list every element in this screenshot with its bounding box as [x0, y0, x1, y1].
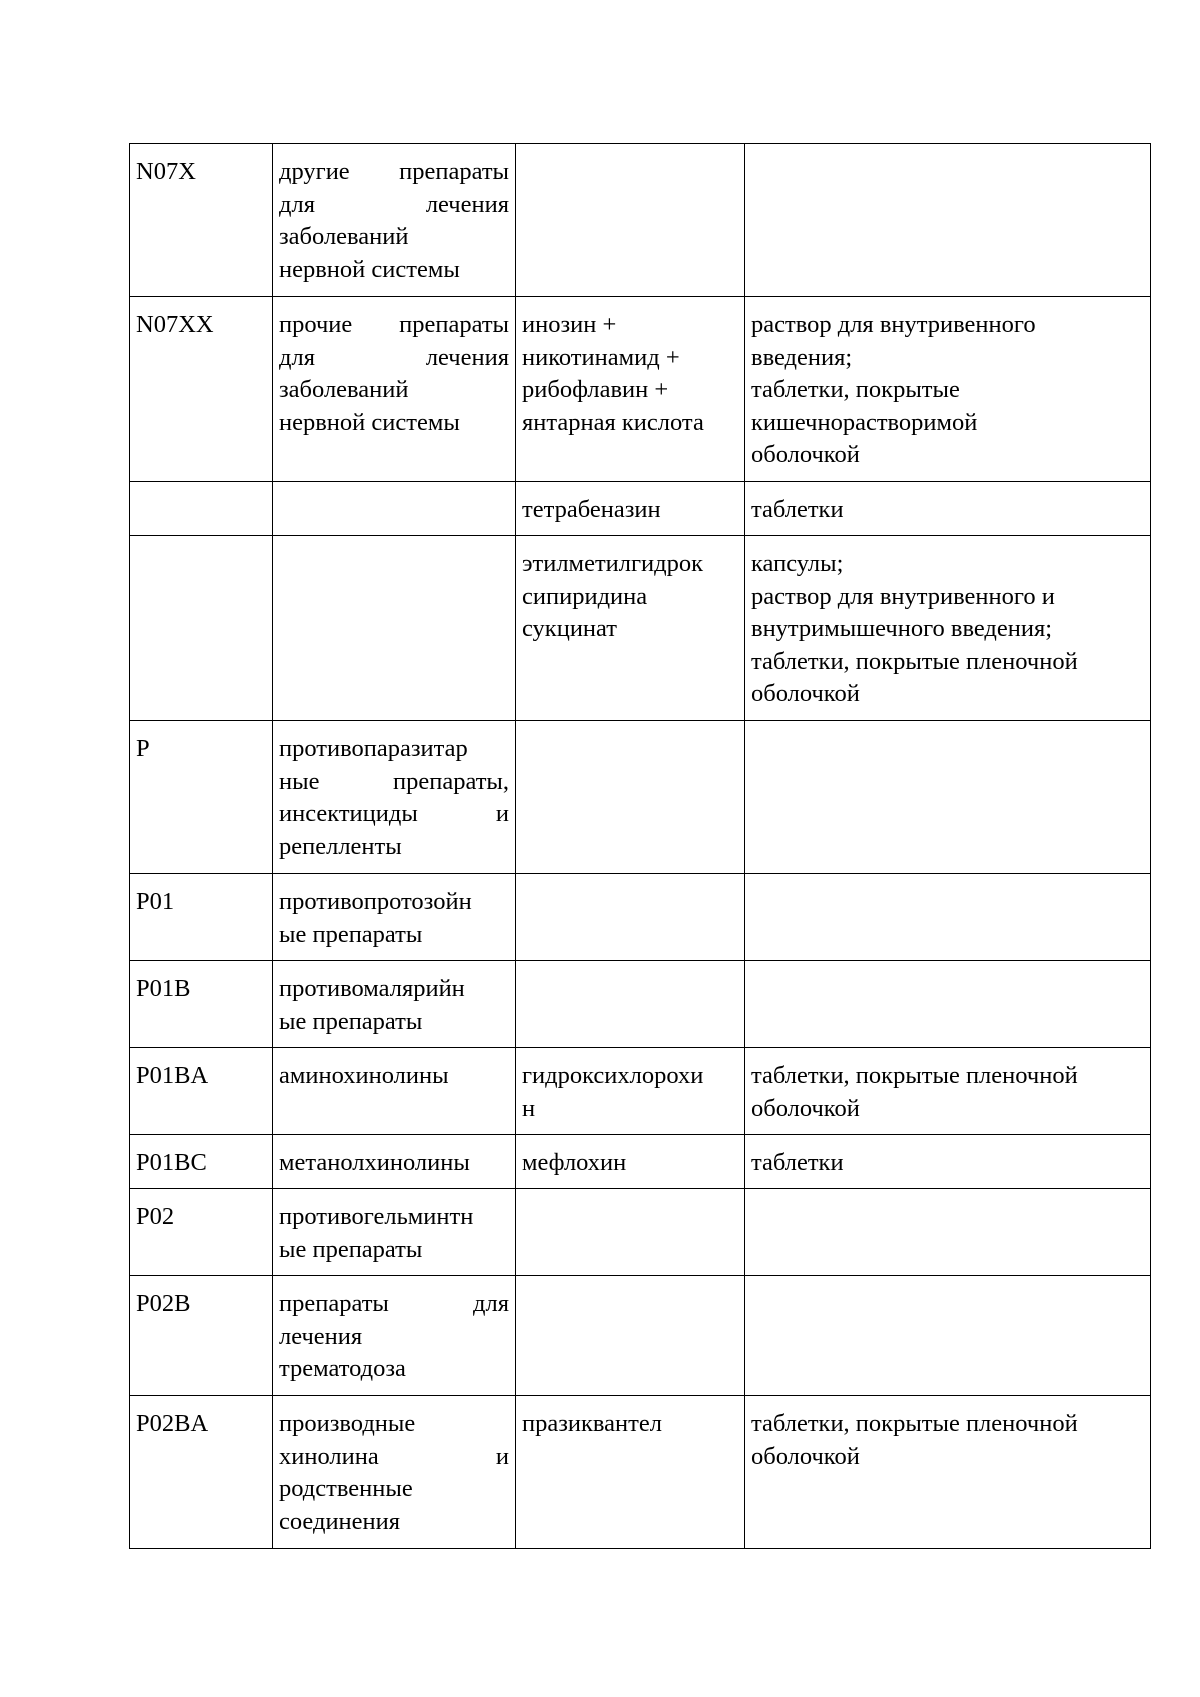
group-name-line: для лечения — [279, 343, 509, 371]
table-row — [130, 721, 1151, 874]
dosage-form-line: кишечнорастворимой — [751, 408, 978, 436]
dosage-form-cell — [745, 874, 1151, 961]
atc-group-cell — [273, 536, 516, 721]
group-name-line: соединения — [279, 1507, 401, 1535]
table-row — [130, 1189, 1151, 1276]
dosage-form-line: раствор для внутривенного и — [751, 582, 1055, 610]
atc-group-cell — [273, 1189, 516, 1276]
atc-code: P02 — [136, 1203, 175, 1230]
drug-name-line: сукцинат — [522, 615, 617, 643]
group-name-line: инсектициды и — [279, 800, 509, 828]
drug-name-cell — [516, 297, 745, 482]
atc-group-cell — [273, 1396, 516, 1549]
group-name-line: аминохинолины — [279, 1062, 449, 1089]
atc-code-cell — [130, 144, 273, 297]
drug-name-line: мефлохин — [522, 1149, 627, 1176]
atc-group-cell — [273, 721, 516, 874]
atc-code-cell — [130, 1276, 273, 1396]
atc-code-cell — [130, 1189, 273, 1276]
dosage-form-line: внутримышечного введения; — [751, 615, 1053, 643]
atc-group-cell — [273, 1276, 516, 1396]
drug-name-line: никотинамид + — [522, 343, 680, 371]
dosage-form-cell — [745, 721, 1151, 874]
group-name-line: противопротозойн — [279, 888, 472, 915]
dosage-form-cell — [745, 961, 1151, 1048]
atc-code: N07X — [136, 158, 196, 185]
table-row — [130, 297, 1151, 482]
drug-name-cell — [516, 721, 745, 874]
drug-name-line: инозин + — [522, 311, 617, 338]
dosage-form-line: оболочкой — [751, 1094, 860, 1122]
atc-group-cell — [273, 1135, 516, 1189]
group-name-line: противомалярийн — [279, 975, 465, 1002]
group-name-line: ые препараты — [279, 920, 423, 948]
atc-code-cell — [130, 536, 273, 721]
dosage-form-cell — [745, 482, 1151, 536]
atc-code: P02BA — [136, 1410, 209, 1437]
group-name-line: хинолина и — [279, 1442, 509, 1470]
group-name-line: другие препараты — [279, 158, 509, 185]
atc-code: P01BC — [136, 1149, 207, 1176]
group-name-line: для лечения — [279, 190, 509, 218]
drug-name-line: н — [522, 1094, 536, 1122]
dosage-form-cell — [745, 144, 1151, 297]
group-name-line: трематодоза — [279, 1355, 406, 1383]
drug-name-cell — [516, 961, 745, 1048]
atc-group-cell — [273, 144, 516, 297]
atc-code-cell — [130, 482, 273, 536]
group-name-line: противогельминтн — [279, 1203, 474, 1230]
group-name-line: лечения — [279, 1322, 363, 1350]
atc-code: P01B — [136, 975, 191, 1002]
atc-code: P01 — [136, 888, 175, 915]
drug-name-cell — [516, 1276, 745, 1396]
dosage-form-line: таблетки, покрытые — [751, 376, 960, 404]
drug-name-line: гидроксихлорохи — [522, 1062, 704, 1089]
table-row — [130, 1135, 1151, 1189]
group-name-line: заболеваний — [279, 376, 409, 404]
dosage-form-line: капсулы; — [751, 550, 844, 577]
group-name-line: ые препараты — [279, 1007, 423, 1035]
table-row — [130, 144, 1151, 297]
dosage-form-cell — [745, 1396, 1151, 1549]
table-row — [130, 874, 1151, 961]
group-name-line: нервной системы — [279, 408, 460, 436]
drug-name-cell — [516, 1135, 745, 1189]
dosage-form-cell — [745, 1189, 1151, 1276]
group-name-line: метанолхинолины — [279, 1149, 470, 1176]
dosage-form-line: таблетки, покрытые пленочной — [751, 647, 1078, 675]
group-name-line: репелленты — [279, 832, 402, 860]
atc-group-cell — [273, 1048, 516, 1135]
drug-name-line: янтарная кислота — [522, 408, 704, 436]
atc-group-cell — [273, 297, 516, 482]
drug-name-cell — [516, 1048, 745, 1135]
group-name-line: противопаразитар — [279, 735, 468, 762]
table-row — [130, 1396, 1151, 1549]
atc-code-cell — [130, 874, 273, 961]
table-row — [130, 536, 1151, 721]
group-name-line: ые препараты — [279, 1235, 423, 1263]
atc-code-cell — [130, 1396, 273, 1549]
dosage-form-line: таблетки, покрытые пленочной — [751, 1062, 1078, 1089]
group-name-line: родственные — [279, 1475, 413, 1503]
atc-group-cell — [273, 874, 516, 961]
table-row — [130, 1048, 1151, 1135]
drug-name-cell — [516, 144, 745, 297]
dosage-form-line: таблетки — [751, 1149, 844, 1176]
atc-code-cell — [130, 1048, 273, 1135]
atc-group-cell — [273, 482, 516, 536]
dosage-form-line: оболочкой — [751, 1442, 860, 1470]
atc-code: N07XX — [136, 311, 214, 338]
group-name-line: нервной системы — [279, 255, 460, 283]
atc-code: P — [136, 735, 150, 762]
dosage-form-line: оболочкой — [751, 680, 860, 708]
atc-code-cell — [130, 721, 273, 874]
drug-classification-table — [129, 143, 1151, 1549]
table-row — [130, 961, 1151, 1048]
dosage-form-cell — [745, 297, 1151, 482]
table-row — [130, 1276, 1151, 1396]
group-name-line: производные — [279, 1410, 416, 1437]
drug-name-cell — [516, 482, 745, 536]
dosage-form-line: введения; — [751, 343, 853, 371]
atc-code: P02B — [136, 1290, 191, 1317]
dosage-form-line: раствор для внутривенного — [751, 311, 1036, 338]
drug-name-cell — [516, 1189, 745, 1276]
atc-code-cell — [130, 297, 273, 482]
drug-name-line: празиквантел — [522, 1410, 662, 1437]
drug-name-line: тетрабеназин — [522, 496, 661, 523]
drug-name-line: сипиридина — [522, 582, 648, 610]
atc-code: P01BA — [136, 1062, 209, 1089]
atc-code-cell — [130, 1135, 273, 1189]
group-name-line: прочие препараты — [279, 311, 509, 338]
drug-name-line: рибофлавин + — [522, 376, 669, 404]
group-name-line: ные препараты, — [279, 767, 509, 795]
dosage-form-line: таблетки — [751, 496, 844, 523]
dosage-form-line: таблетки, покрытые пленочной — [751, 1410, 1078, 1437]
dosage-form-cell — [745, 1276, 1151, 1396]
dosage-form-cell — [745, 1135, 1151, 1189]
table-row — [130, 482, 1151, 536]
dosage-form-line: оболочкой — [751, 441, 860, 469]
drug-name-line: этилметилгидрок — [522, 550, 704, 577]
drug-name-cell — [516, 874, 745, 961]
group-name-line: заболеваний — [279, 223, 409, 251]
dosage-form-cell — [745, 536, 1151, 721]
group-name-line: препараты для — [279, 1290, 509, 1317]
dosage-form-cell — [745, 1048, 1151, 1135]
drug-name-cell — [516, 536, 745, 721]
drug-name-cell — [516, 1396, 745, 1549]
atc-group-cell — [273, 961, 516, 1048]
table-body — [130, 144, 1151, 1549]
atc-code-cell — [130, 961, 273, 1048]
